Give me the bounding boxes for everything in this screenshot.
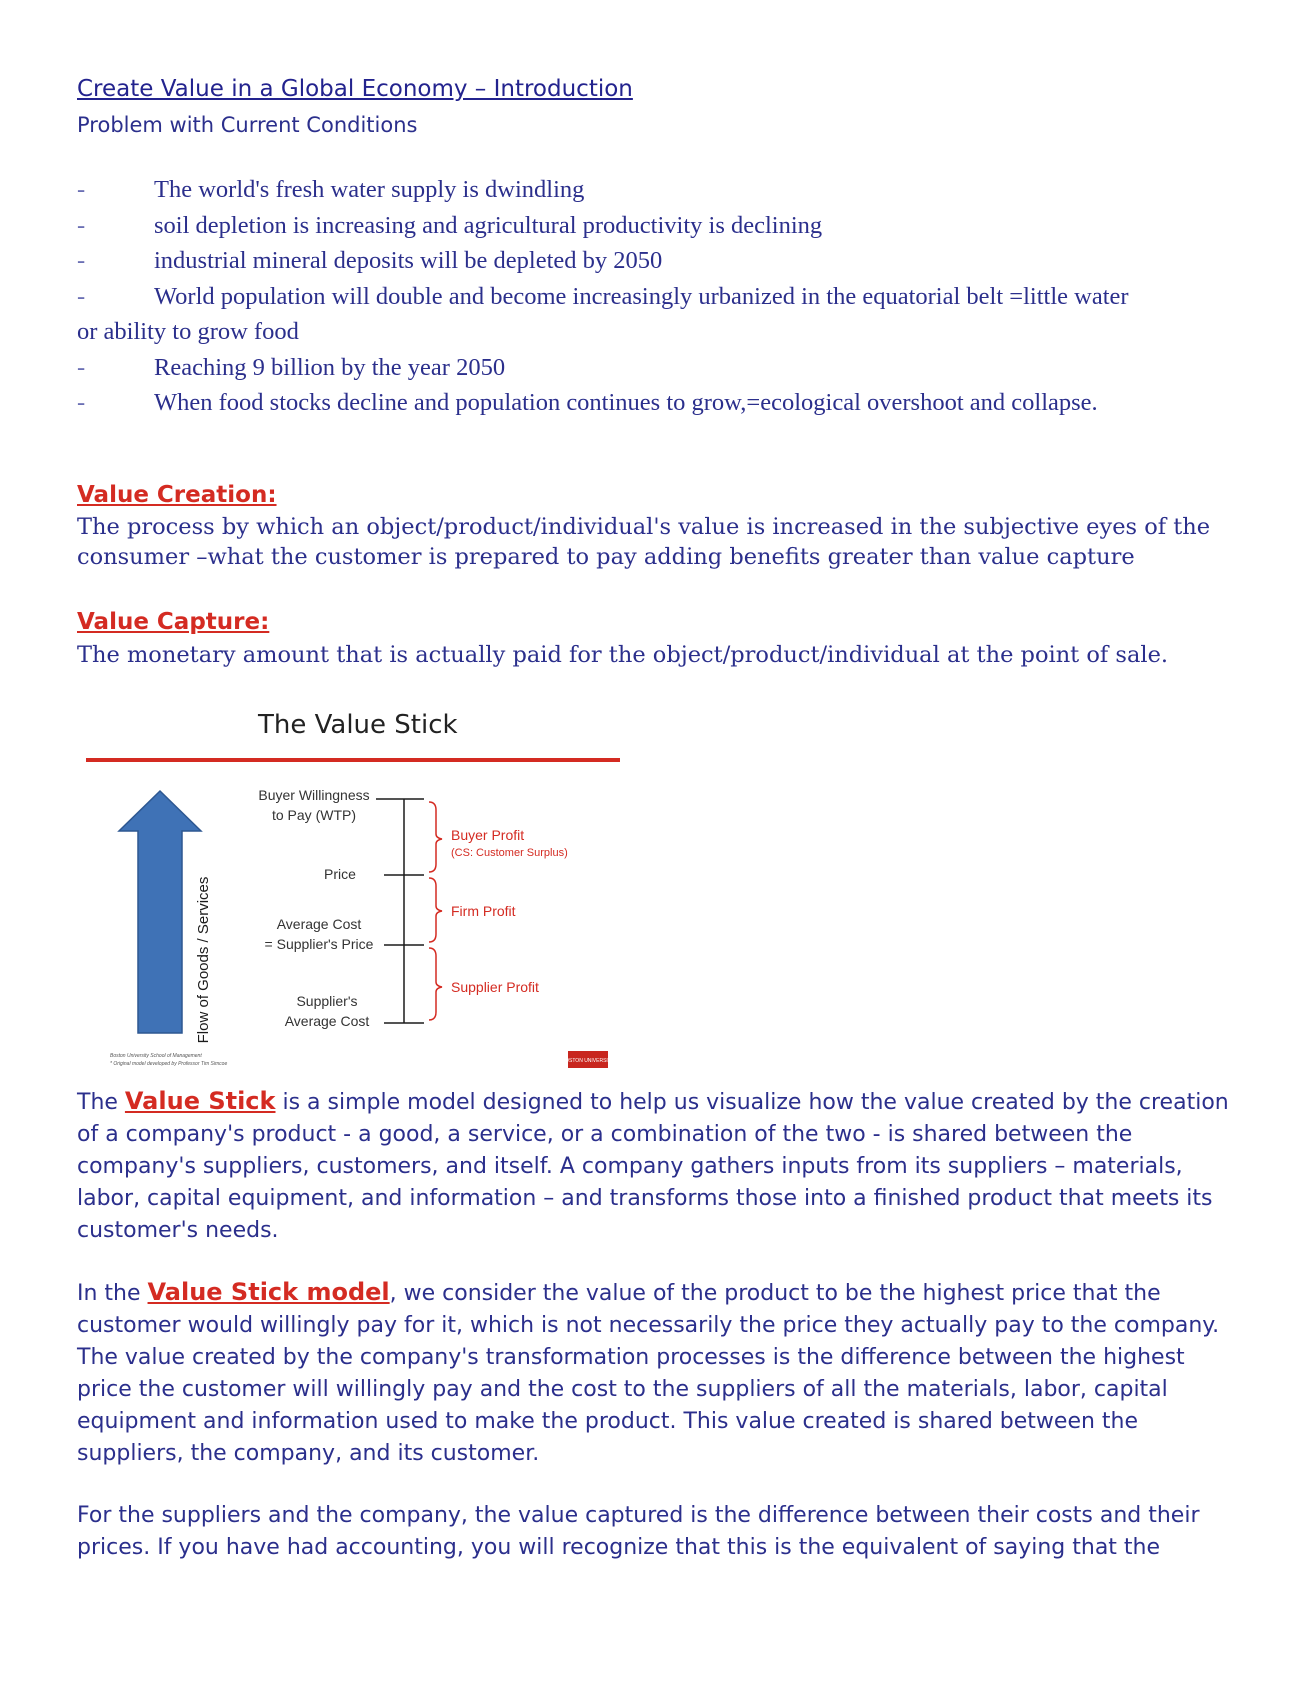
value-stick-diagram [86, 770, 626, 1075]
problem-bullet-list [77, 172, 1227, 421]
university-logo-text: BOSTON UNIVERSITY [561, 1058, 615, 1064]
bullet-dash: - [77, 353, 86, 381]
firm-profit-label: Firm Profit [451, 903, 516, 919]
term-value-stick: Value Stick [124, 1087, 276, 1115]
bullet-dash: - [77, 211, 86, 239]
bullet-continuation: or ability to grow food [77, 318, 299, 345]
bullet-text: soil depletion is increasing and agricultural productivity is declining [154, 211, 823, 239]
list-item [77, 385, 1227, 421]
document-title: Create Value in a Global Economy – Introduction [77, 76, 633, 102]
list-item [77, 279, 1227, 350]
paragraph-value-captured: For the suppliers and the company, the value captured is the difference between their costs and their prices. If you have had accounting, you will recognize that this is the equivalent of saying that the [77, 1503, 1200, 1560]
avg-cost-label-line2: = Supplier's Price [264, 936, 374, 952]
figure-title: The Value Stick [258, 710, 458, 740]
document-subtitle: Problem with Current Conditions [77, 113, 418, 137]
value-creation-definition: The process by which an object/product/individual's value is increased in the subjective eyes of the consumer –what the customer is prepared to pay adding benefits greater than value capture [77, 514, 1211, 570]
figure-credit-line1: Boston University School of Management [110, 1053, 202, 1059]
para-text: is a simple model designed to help us visualize how the value created by the creation of a company's product - a good, a service, or a combination of the two - is shared between the company's suppliers, customers, and itself. A company gathers inputs from its suppliers – materials, labor, capital equipment, and information – and transforms those into a finished product that meets its customer's needs. [77, 1090, 1229, 1243]
value-capture-heading: Value Capture: [77, 609, 270, 635]
price-label: Price [324, 866, 356, 882]
list-item [77, 350, 1227, 386]
paragraph-value-stick [77, 1085, 1237, 1247]
flow-arrow [119, 791, 201, 1033]
buyer-profit-label: Buyer Profit [451, 827, 525, 843]
value-creation-heading: Value Creation: [77, 482, 277, 508]
para-text: , we consider the value of the product to be the highest price that the customer would willingly pay for it, which is not necessarily the price they actually pay to the company. The value created by the company's transformation processes is the difference between the highest price the customer will willingly pay and the cost to the suppliers of all the materials, labor, capital equipment and information used to make the product. This value created is shared between the suppliers, the company, and its customer. [77, 1281, 1220, 1466]
bullet-dash: - [77, 389, 86, 416]
supplier-profit-label: Supplier Profit [451, 979, 539, 995]
figure-title-rule [86, 758, 620, 762]
avg-cost-label-line1: Average Cost [276, 916, 362, 932]
supplier-cost-label-line1: Supplier's [296, 993, 358, 1009]
para-text: The [77, 1090, 125, 1115]
bullet-text: The world's fresh water supply is dwindling [154, 176, 585, 203]
buyer-profit-note: (CS: Customer Surplus) [451, 847, 568, 859]
supplier-profit-brace [429, 948, 442, 1020]
bullet-text: World population will double and become increasingly urbanized in the equatorial belt =little water [154, 282, 1129, 310]
bullet-text: industrial mineral deposits will be depleted by 2050 [154, 247, 663, 274]
bullet-dash: - [77, 247, 86, 274]
wtp-label-line1: Buyer Willingness [258, 787, 370, 803]
bullet-text: Reaching 9 billion by the year 2050 [154, 353, 506, 381]
bullet-dash: - [77, 176, 86, 203]
bullet-dash: - [77, 282, 86, 310]
flow-arrow-label: Flow of Goods / Services [195, 876, 212, 1044]
paragraph-value-stick-model [77, 1276, 1237, 1470]
wtp-label-line2: to Pay (WTP) [271, 807, 357, 823]
bullet-text: When food stocks decline and population continues to grow,=ecological overshoot and collapse. [154, 389, 1098, 416]
figure-credit-line2: * Original model developed by Professor Tim Simcoe [110, 1061, 228, 1067]
term-value-stick-model: Value Stick model [147, 1278, 390, 1306]
list-item [77, 172, 1227, 208]
list-item [77, 243, 1227, 279]
buyer-profit-brace [429, 802, 442, 872]
para-text: In the [77, 1281, 148, 1306]
value-stick [376, 799, 424, 1023]
supplier-cost-label-line2: Average Cost [284, 1013, 370, 1029]
value-capture-definition: The monetary amount that is actually paid for the object/product/individual at the point of sale. [77, 642, 1169, 668]
firm-profit-brace [429, 878, 442, 942]
list-item [77, 208, 1227, 244]
